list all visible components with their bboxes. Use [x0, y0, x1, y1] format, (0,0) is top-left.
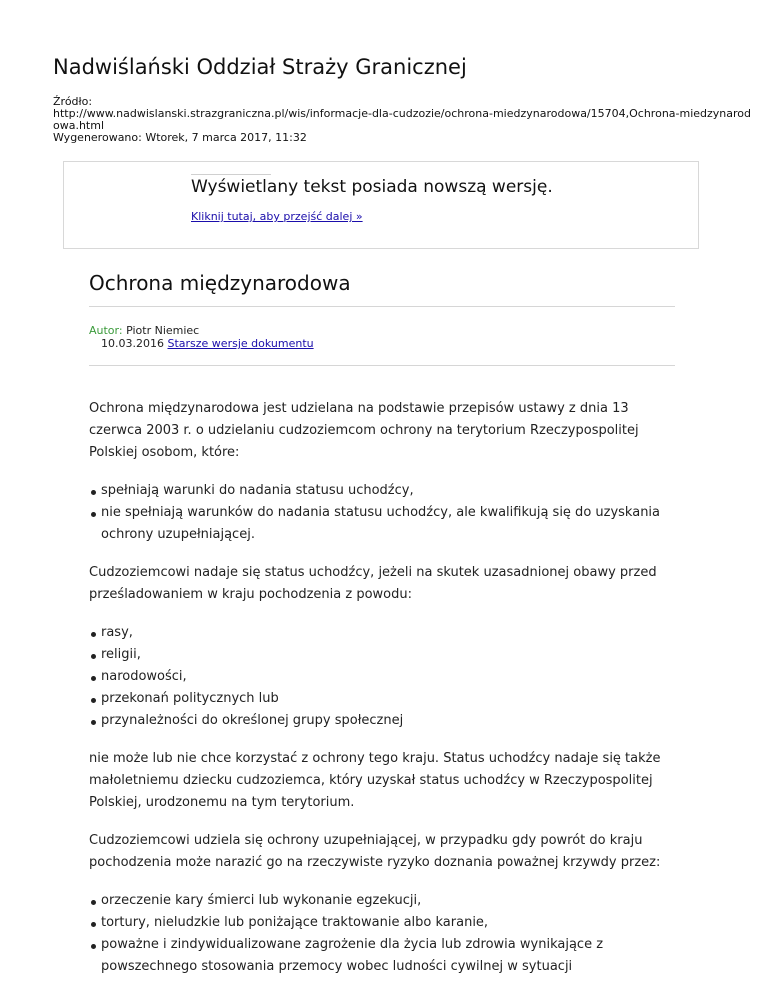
serious-harm-list — [89, 890, 679, 978]
list-item: spełniają warunki do nadania statusu uchodźcy, — [101, 480, 679, 502]
notice-divider — [191, 174, 271, 175]
paragraph-intro: Ochrona międzynarodowa jest udzielana na podstawie przepisów ustawy z dnia 13 czerwca 2003 r. o udzielaniu cudzoziemcom ochrony na terytorium Rzeczypospolitej Polskiej osobom, które: — [89, 401, 639, 460]
list-item: przekonań politycznych lub — [101, 688, 679, 710]
publish-date: 10.03.2016 — [101, 337, 164, 350]
source-label: Źródło: — [53, 95, 93, 108]
paragraph-refugee-status: Cudzoziemcowi nadaje się status uchodźcy, jeżeli na skutek uzasadnionej obawy przed prześladowaniem w kraju pochodzenia z powodu: — [89, 565, 657, 602]
author-label: Autor: — [89, 324, 123, 337]
list-item: przynależności do określonej grupy społecznej — [101, 710, 679, 732]
list-item: religii, — [101, 644, 679, 666]
source-url: http://www.nadwislanski.strazgraniczna.pl/wis/informacje-dla-cudzozie/ochrona-miedzynarodowa/15704,Ochrona-miedzynarodowa.html — [53, 107, 752, 132]
go-to-new-version-link[interactable]: Kliknij tutaj, aby przejść dalej » — [191, 210, 363, 223]
protection-types-list — [89, 480, 679, 546]
older-versions-link[interactable]: Starsze wersje dokumentu — [167, 337, 314, 350]
new-version-notice — [63, 161, 699, 249]
title-divider — [89, 306, 675, 307]
notice-heading: Wyświetlany tekst posiada nowszą wersję. — [191, 177, 553, 197]
list-item: nie spełniają warunków do nadania statusu uchodźcy, ale kwalifikują się do uzyskania ochrony uzupełniającej. — [101, 502, 679, 546]
generated-timestamp: Wygenerowano: Wtorek, 7 marca 2017, 11:32 — [53, 131, 307, 144]
persecution-grounds-list — [89, 622, 679, 732]
paragraph-status-child: nie może lub nie chce korzystać z ochrony tego kraju. Status uchodźcy nadaje się także małoletniemu dziecku cudzoziemca, który uzyskał status uchodźcy w Rzeczypospolitej Polskiej, urodzonemu na tym terytorium. — [89, 751, 661, 810]
article-meta — [89, 324, 314, 350]
site-title: Nadwiślański Oddział Straży Granicznej — [53, 55, 467, 79]
author-name: Piotr Niemiec — [126, 324, 200, 337]
list-item: orzeczenie kary śmierci lub wykonanie egzekucji, — [101, 890, 679, 912]
paragraph-subsidiary: Cudzoziemcowi udziela się ochrony uzupełniającej, w przypadku gdy powrót do kraju pochodzenia może narazić go na rzeczywiste ryzyko doznania poważnej krzywdy przez: — [89, 833, 661, 870]
list-item: narodowości, — [101, 666, 679, 688]
article-body — [89, 398, 679, 994]
meta-divider — [89, 365, 675, 366]
list-item: rasy, — [101, 622, 679, 644]
list-item: poważne i zindywidualizowane zagrożenie dla życia lub zdrowia wynikające z powszechnego stosowania przemocy wobec ludności cywilnej w sytuacji — [101, 934, 679, 978]
article-title: Ochrona międzynarodowa — [89, 271, 351, 295]
list-item: tortury, nieludzkie lub poniżające traktowanie albo karanie, — [101, 912, 679, 934]
source-info — [53, 96, 753, 144]
